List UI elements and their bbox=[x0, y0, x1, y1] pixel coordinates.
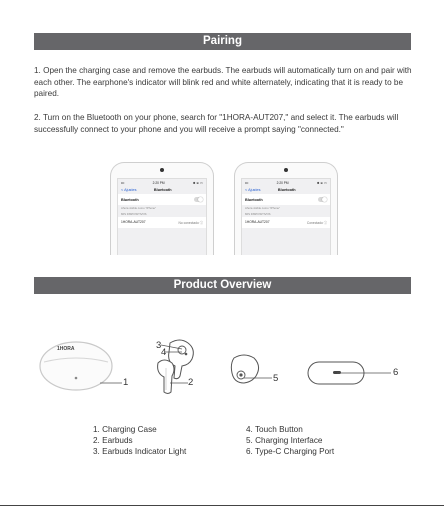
device-status: No conectado ⓘ bbox=[178, 221, 203, 225]
parts-list-right bbox=[246, 424, 334, 457]
bluetooth-toggle bbox=[318, 197, 327, 202]
callout-4: 4 bbox=[161, 347, 167, 358]
pairing-step-2: 2. Turn on the Bluetooth on your phone, search for "1HORA-AUT207," and select it. The earbuds will successfully connect to your phone and you will receive a prompt saying "connected." bbox=[34, 113, 399, 134]
phone-camera-icon bbox=[284, 168, 288, 172]
phone-camera-icon bbox=[160, 168, 164, 172]
callout-1: 1 bbox=[123, 377, 129, 388]
bluetooth-toggle bbox=[194, 197, 203, 202]
status-icons: ✱ ⊕ ▭ bbox=[316, 181, 327, 185]
callout-line-2 bbox=[170, 381, 188, 385]
bluetooth-row-label: Bluetooth bbox=[245, 197, 263, 202]
phone-illustration-connected bbox=[234, 162, 338, 255]
callout-6: 6 bbox=[393, 367, 399, 378]
callout-line-5 bbox=[244, 376, 272, 380]
case-brand-logo: 1HORA bbox=[57, 346, 75, 352]
devices-section-header: MIS DISPOSITIVOS bbox=[121, 212, 147, 216]
visible-note: Ahora visible como "iPhone" bbox=[121, 206, 157, 210]
nav-bar bbox=[242, 185, 330, 194]
nav-bar bbox=[118, 185, 206, 194]
bluetooth-row bbox=[242, 194, 330, 205]
phone-screen bbox=[241, 178, 331, 255]
visible-note: Ahora visible como "iPhone" bbox=[245, 206, 281, 210]
product-overview-header: Product Overview bbox=[34, 277, 411, 294]
callout-3: 3 bbox=[156, 340, 162, 351]
device-row bbox=[118, 217, 206, 228]
nav-title: Bluetooth bbox=[277, 188, 296, 192]
device-name: 1HORA-AUT207 bbox=[245, 220, 270, 224]
bluetooth-row bbox=[118, 194, 206, 205]
earbud-charging-interface-icon bbox=[228, 352, 264, 388]
part-item: 2. Earbuds bbox=[93, 436, 133, 445]
callout-line-1 bbox=[100, 381, 122, 385]
devices-section-header: MIS DISPOSITIVOS bbox=[245, 212, 271, 216]
part-item: 1. Charging Case bbox=[93, 425, 157, 434]
part-item: 3. Earbuds Indicator Light bbox=[93, 447, 187, 456]
phone-screen bbox=[117, 178, 207, 255]
callout-2: 2 bbox=[188, 377, 194, 388]
signal-icon: ••• bbox=[245, 181, 249, 185]
callout-line-6 bbox=[337, 371, 391, 375]
phone-illustration-disconnected bbox=[110, 162, 214, 255]
device-row bbox=[242, 217, 330, 228]
status-time: 2:20 PM bbox=[152, 181, 165, 185]
pairing-header: Pairing bbox=[34, 33, 411, 50]
device-name: 1HORA-AUT207 bbox=[121, 220, 146, 224]
status-time: 2:20 PM bbox=[276, 181, 289, 185]
parts-list-left bbox=[93, 424, 186, 457]
back-link: < Ajustes bbox=[121, 188, 137, 192]
bluetooth-row-label: Bluetooth bbox=[121, 197, 139, 202]
page-bottom-rule bbox=[0, 505, 444, 506]
part-item: 4. Touch Button bbox=[246, 425, 303, 434]
nav-title: Bluetooth bbox=[153, 188, 172, 192]
status-icons: ✱ ⊕ ▭ bbox=[192, 181, 203, 185]
callout-5: 5 bbox=[273, 373, 279, 384]
device-status: Conectado ⓘ bbox=[306, 221, 327, 225]
pairing-step-1: 1. Open the charging case and remove the earbuds. The earbuds will automatically turn on and pair with each other. The earphone's indicator will blink red and white alternately, indicating that it is ready to be paired. bbox=[34, 66, 412, 98]
part-item: 5. Charging Interface bbox=[246, 436, 323, 445]
signal-icon: ••• bbox=[121, 181, 125, 185]
back-link: < Ajustes bbox=[245, 188, 261, 192]
part-item: 6. Type-C Charging Port bbox=[246, 447, 335, 456]
